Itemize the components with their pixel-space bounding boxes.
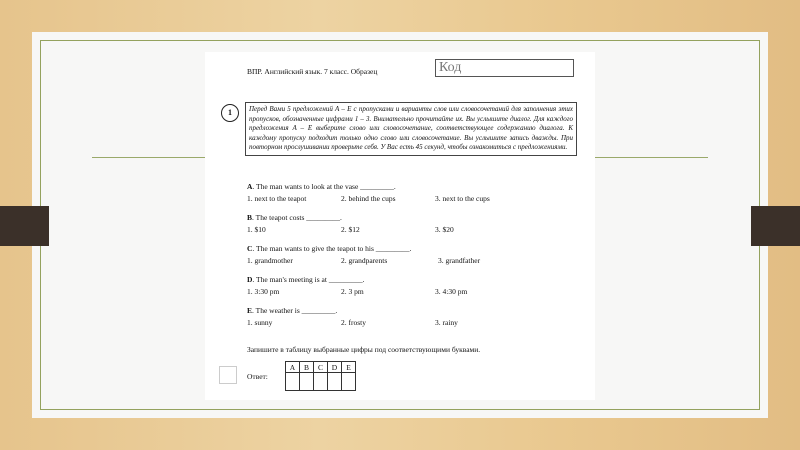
question-letter: C xyxy=(247,244,253,253)
question-a xyxy=(247,182,396,191)
question-text: . The man's meeting is at _________. xyxy=(252,275,365,284)
answer-cell-d[interactable] xyxy=(328,373,342,391)
option[interactable]: 3. grandfather xyxy=(438,256,481,265)
task-number: 1 xyxy=(221,104,239,122)
question-d xyxy=(247,275,364,284)
answer-cell-e[interactable] xyxy=(342,373,356,391)
option[interactable]: 2. behind the cups xyxy=(341,194,396,203)
question-text: . The man wants to look at the vase _________. xyxy=(252,182,396,191)
answer-checkbox[interactable] xyxy=(219,366,237,384)
answer-cell-c[interactable] xyxy=(314,373,328,391)
right-tab xyxy=(751,206,800,246)
task-instruction: Перед Вами 5 предложений A – E с пропусками и варианты слов или словосочетаний для заполнения этих пропусков, обозначенные цифрами 1 – 3. Внимательно прочитайте их. Вы услышите диалог. Для каждого предложения A – E выберите слово или словосочетание, соответствующее содержанию диалога. К каждому пропуску подходит только одно слово или словосочетание. Вы услышите запись дважды. При повторном прослушивании проверьте себя. У Вас есть 45 секунд, чтобы ознакомиться с предложениями. xyxy=(245,102,577,156)
code-field[interactable]: Код xyxy=(435,59,574,77)
option[interactable]: 1. grandmother xyxy=(247,256,293,265)
divider-left xyxy=(92,157,205,158)
question-c xyxy=(247,244,411,253)
col-a: A xyxy=(286,362,300,373)
option[interactable]: 1. $10 xyxy=(247,225,266,234)
option[interactable]: 3. 4:30 pm xyxy=(435,287,468,296)
col-e: E xyxy=(342,362,356,373)
divider-right xyxy=(595,157,708,158)
header-title: ВПР. Английский язык. 7 класс. Образец xyxy=(247,67,378,76)
question-text: . The teapot costs _________. xyxy=(252,213,342,222)
option[interactable]: 1. 3:30 pm xyxy=(247,287,280,296)
col-b: B xyxy=(300,362,314,373)
option[interactable]: 3. next to the cups xyxy=(435,194,490,203)
col-d: D xyxy=(328,362,342,373)
left-tab xyxy=(0,206,49,246)
option[interactable]: 1. next to the teapot xyxy=(247,194,307,203)
option[interactable]: 3. $20 xyxy=(435,225,454,234)
option[interactable]: 2. 3 pm xyxy=(341,287,364,296)
question-letter: B xyxy=(247,213,253,222)
question-letter: D xyxy=(247,275,253,284)
option[interactable]: 1. sunny xyxy=(247,318,273,327)
question-letter: E xyxy=(247,306,253,315)
option[interactable]: 2. grandparents xyxy=(341,256,388,265)
question-letter: A xyxy=(247,182,253,191)
worksheet-page xyxy=(205,52,595,400)
answer-label: Ответ: xyxy=(247,372,268,381)
option[interactable]: 3. rainy xyxy=(435,318,458,327)
question-text: . The weather is _________. xyxy=(252,306,338,315)
answer-cell-a[interactable] xyxy=(286,373,300,391)
option[interactable]: 2. frosty xyxy=(341,318,366,327)
col-c: C xyxy=(314,362,328,373)
option[interactable]: 2. $12 xyxy=(341,225,360,234)
question-b xyxy=(247,213,342,222)
answer-table xyxy=(285,361,356,391)
question-text: . The man wants to give the teapot to his _________. xyxy=(252,244,412,253)
answer-cell-b[interactable] xyxy=(300,373,314,391)
answer-prompt: Запишите в таблицу выбранные цифры под соответствующими буквами. xyxy=(247,345,481,354)
question-e xyxy=(247,306,337,315)
